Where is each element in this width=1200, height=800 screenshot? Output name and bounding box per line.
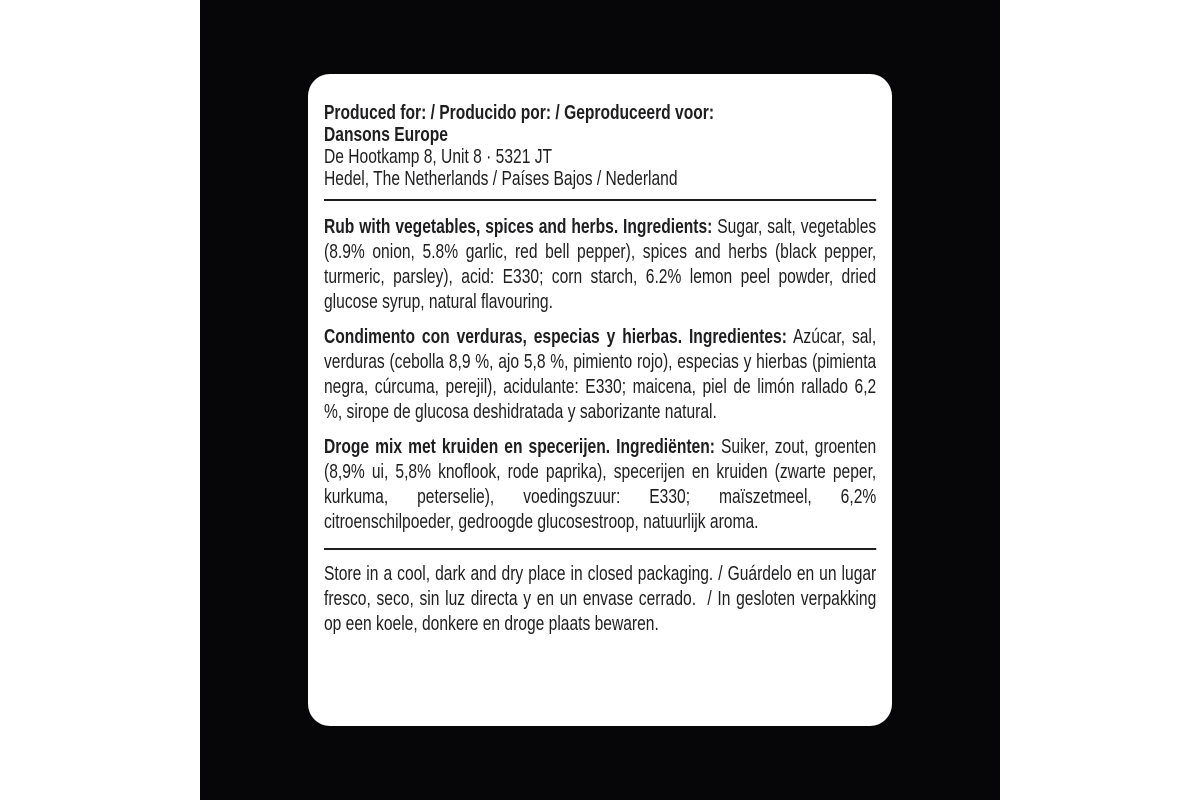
label-content xyxy=(324,102,876,637)
ingredients-lead-spanish: Condimento con verduras, especias y hierbas. Ingredientes: xyxy=(324,326,787,348)
section-divider-bottom xyxy=(324,548,876,550)
producer-address-line1: De Hootkamp 8, Unit 8 · 5321 JT xyxy=(324,146,553,168)
label-card xyxy=(308,74,892,726)
producer-heading: Produced for: / Producido por: / Geproduceerd voor: xyxy=(324,102,715,124)
label-background xyxy=(200,0,1000,800)
ingredients-text-spanish: Azúcar, sal, verduras (cebolla 8,9 %, ajo 5,8 %, pimiento rojo), especias y hierbas (pimienta negra, cúrcuma, perejil), acidulante: E330; maicena, piel de limón rallado 6,2 %, sirope de glucosa deshidratada y saborizante natural. xyxy=(324,326,877,423)
ingredients-lead-dutch: Droge mix met kruiden en specerijen. Ingrediënten: xyxy=(324,436,715,458)
ingredients-paragraph-spanish xyxy=(324,325,876,425)
section-divider-top xyxy=(324,199,876,201)
ingredients-text-dutch: Suiker, zout, groenten (8,9% ui, 5,8% knoflook, rode paprika), specerijen en kruiden (zwarte peper, kurkuma, peterselie), voedingszuur: E330; maïszetmeel, 6,2% citroenschilpoeder, gedroogde glucosestroop, natuurlijk aroma. xyxy=(324,436,877,533)
producer-block xyxy=(324,102,876,190)
storage-instructions: Store in a cool, dark and dry place in closed packaging. / Guárdelo en un lugar fresco, seco, sin luz directa y en un envase cerrado. / In gesloten verpakking op een koele, donkere en droge plaats bewaren. xyxy=(324,563,877,635)
ingredients-paragraph-english xyxy=(324,215,876,315)
ingredients-paragraph-dutch xyxy=(324,435,876,535)
producer-address-line2: Hedel, The Netherlands / Países Bajos / Nederland xyxy=(324,168,678,190)
ingredients-text-english: Sugar, salt, vegetables (8.9% onion, 5.8% garlic, red bell pepper), spices and herbs (black pepper, turmeric, parsley), acid: E330; corn starch, 6.2% lemon peel powder, dried glucose syrup, natural flavouring. xyxy=(324,216,877,313)
producer-name: Dansons Europe xyxy=(324,124,448,146)
ingredients-lead-english: Rub with vegetables, spices and herbs. Ingredients: xyxy=(324,216,713,238)
